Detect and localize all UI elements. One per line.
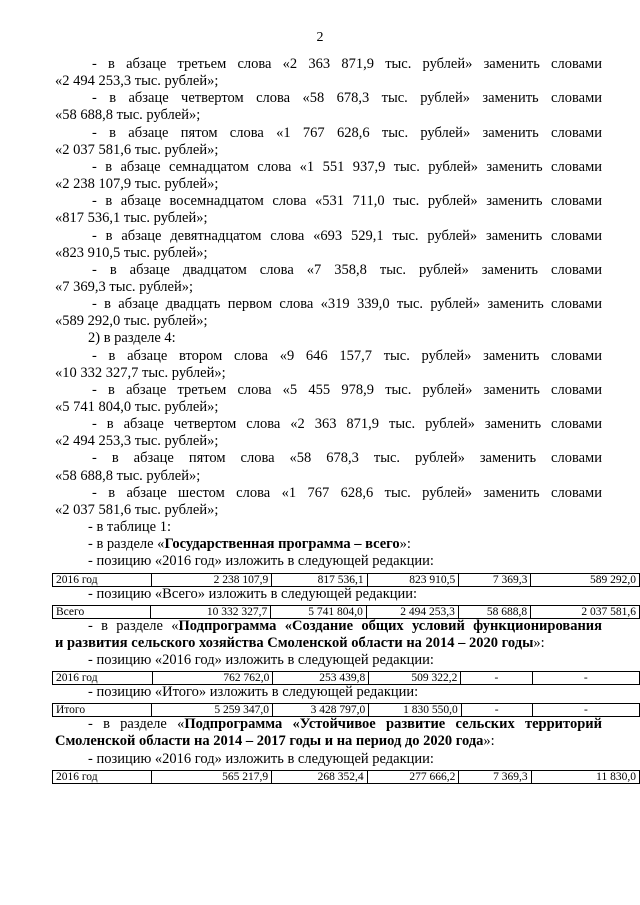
value-cell: 823 910,5 [367, 573, 459, 586]
table-row [53, 605, 640, 618]
paragraph-line: - в абзаце девятнадцатом слова «693 529,1 тыс. рублей» заменить словами [92, 227, 602, 244]
paragraph-line: «823 910,5 тыс. рублей»; [55, 244, 208, 261]
paragraph-line: «5 741 804,0 тыс. рублей»; [55, 399, 219, 415]
value-cell: 5 259 347,0 [151, 704, 272, 717]
value-cell: 2 494 253,3 [366, 605, 458, 618]
table-row [53, 672, 640, 685]
paragraph-line: 2) в разделе 4: [88, 330, 176, 347]
page-number: 2 [316, 30, 324, 45]
paragraph-line: - в абзаце пятом слова «1 767 628,6 тыс. рублей» заменить словами [92, 124, 602, 141]
value-cell: - [461, 704, 532, 717]
value-cell: 762 762,0 [152, 672, 273, 685]
paragraph-line: «589 292,0 тыс. рублей»; [55, 313, 208, 330]
paragraph-line: «2 494 253,3 тыс. рублей»; [55, 433, 219, 450]
value-cell: 268 352,4 [272, 770, 368, 783]
value-cell: 7 369,3 [459, 770, 531, 783]
paragraph-line: «2 238 107,9 тыс. рублей»; [55, 176, 219, 193]
value-cell: 817 536,1 [272, 573, 367, 586]
instruction-line: - позицию «2016 год» изложить в следующей редакции: [88, 651, 434, 668]
value-cell: - [532, 704, 639, 717]
value-cell: 7 369,3 [459, 573, 531, 586]
paragraph-line: «2 494 253,3 тыс. рублей»; [55, 73, 219, 90]
table-row [53, 704, 640, 717]
value-cell: 2 037 581,6 [531, 605, 640, 618]
value-cell: 2 238 107,9 [151, 573, 271, 586]
instruction-line: - позицию «2016 год» изложить в следующей редакции: [88, 750, 434, 767]
paragraph-line: - в абзаце двадцать первом слова «319 339,0 тыс. рублей» заменить словами [92, 296, 602, 313]
value-cell: 565 217,9 [152, 770, 272, 783]
paragraph-line: «7 369,3 тыс. рублей»; [55, 278, 193, 295]
value-cell: 3 428 797,0 [272, 704, 368, 717]
value-cell: 509 322,2 [369, 672, 461, 685]
paragraph-line: - в абзаце четвертом слова «2 363 871,9 тыс. рублей» заменить словами [92, 416, 602, 433]
value-cell: 58 688,8 [458, 605, 530, 618]
paragraph-line: «10 332 327,7 тыс. рублей»; [55, 364, 226, 381]
paragraph-line: «817 536,1 тыс. рублей»; [55, 210, 208, 227]
value-cell: 11 830,0 [531, 770, 639, 783]
value-cell: 10 332 327,7 [150, 605, 270, 618]
value-cell: 277 666,2 [367, 770, 459, 783]
paragraph-line: «58 688,8 тыс. рублей»; [55, 467, 201, 484]
paragraph-line: - в таблице 1: [88, 519, 171, 536]
paragraph-line: - в абзаце двадцатом слова «7 358,8 тыс. рублей» заменить словами [92, 261, 602, 278]
instruction-line: - позицию «Итого» изложить в следующей редакции: [88, 684, 419, 701]
paragraph-line: - в абзаце семнадцатом слова «1 551 937,9 тыс. рублей» заменить словами [92, 158, 602, 175]
table-row [53, 770, 640, 783]
table-all-total [52, 605, 640, 619]
paragraph-line: - в абзаце четвертом слова «58 678,3 тыс. рублей» заменить словами [92, 90, 602, 107]
table-2016-sub1 [52, 671, 640, 685]
paragraph-line: - в абзаце втором слова «9 646 157,7 тыс. рублей» заменить словами [92, 347, 602, 364]
row-label-cell: Всего [53, 605, 151, 618]
section2-heading: - в разделе «Подпрограмма «Создание общих условий функционирования [88, 617, 603, 634]
paragraph-line: - в абзаце шестом слова «1 767 628,6 тыс. рублей» заменить словами [92, 484, 602, 501]
paragraph-line: - в абзаце пятом слова «58 678,3 тыс. рублей» заменить словами [92, 450, 602, 467]
paragraph-line: - в абзаце третьем слова «5 455 978,9 тыс. рублей» заменить словами [92, 381, 602, 398]
paragraph-line: «58 688,8 тыс. рублей»; [55, 107, 201, 124]
section1-heading: - в разделе «Государственная программа – всего»: [88, 536, 411, 553]
row-label-cell: Итого [53, 704, 152, 717]
table-2016-sub2 [52, 770, 640, 784]
paragraph-line: «2 037 581,6 тыс. рублей»; [55, 501, 219, 518]
table-itogo-sub1 [52, 703, 640, 717]
table-row [53, 573, 640, 586]
row-label-cell: 2016 год [53, 672, 153, 685]
table-2016-total [52, 573, 640, 587]
value-cell: 589 292,0 [531, 573, 640, 586]
row-label-cell: 2016 год [53, 573, 152, 586]
paragraph-line: - в абзаце восемнадцатом слова «531 711,0 тыс. рублей» заменить словами [92, 193, 602, 210]
instruction-line: - позицию «2016 год» изложить в следующей редакции: [88, 553, 434, 570]
instruction-line: - позицию «Всего» изложить в следующей редакции: [88, 585, 418, 602]
value-cell: 1 830 550,0 [369, 704, 461, 717]
section2-heading-cont: и развития сельского хозяйства Смоленской области на 2014 – 2020 годы»: [55, 634, 545, 651]
value-cell: 5 741 804,0 [271, 605, 367, 618]
value-cell: - [532, 672, 639, 685]
paragraph-line: «2 037 581,6 тыс. рублей»; [55, 141, 219, 158]
value-cell: - [461, 672, 532, 685]
row-label-cell: 2016 год [53, 770, 152, 783]
paragraph-line: - в абзаце третьем слова «2 363 871,9 тыс. рублей» заменить словами [92, 56, 602, 72]
section3-heading: - в разделе «Подпрограмма «Устойчивое развитие сельских территорий [88, 716, 602, 733]
section3-heading-cont: Смоленской области на 2014 – 2017 годы и на период до 2020 года»: [55, 733, 495, 750]
value-cell: 253 439,8 [273, 672, 369, 685]
